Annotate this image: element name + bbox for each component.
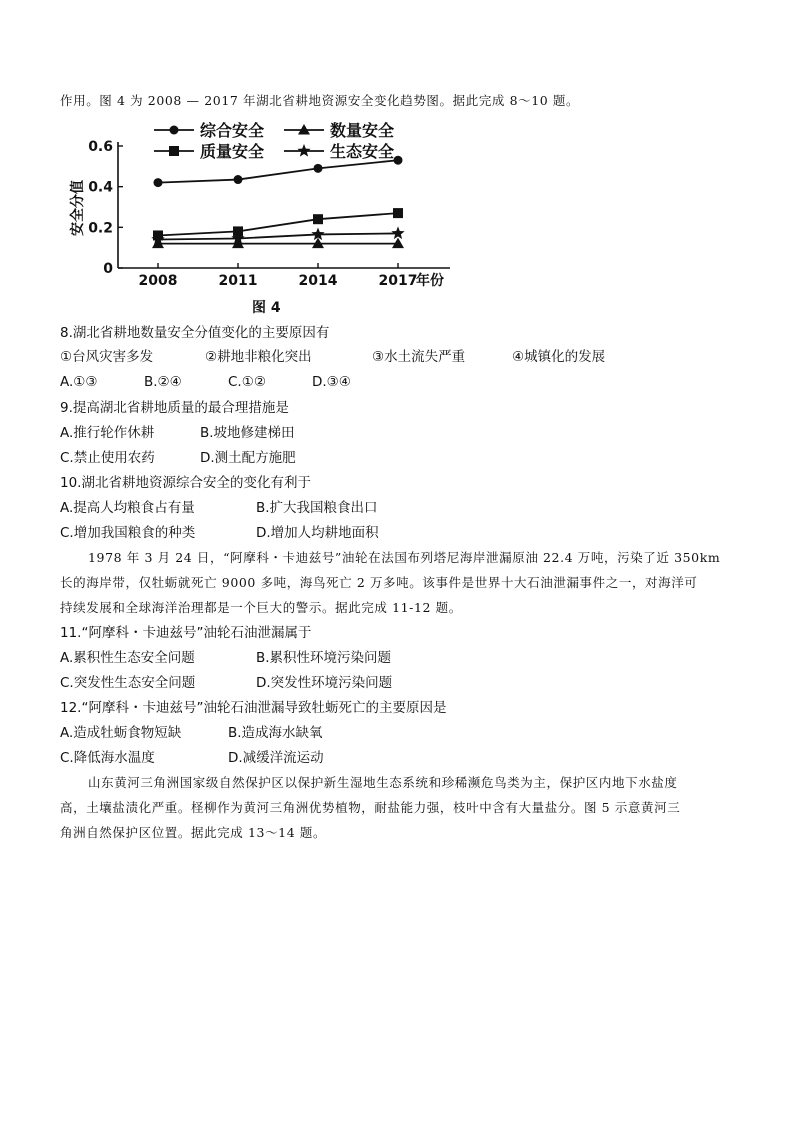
option-c: C.降低海水温度	[60, 750, 155, 766]
y-tick-label: 0.6	[88, 139, 113, 155]
x-tick-label: 2017	[378, 273, 418, 289]
statement-2: ②耕地非粮化突出	[205, 349, 312, 365]
series-line-0	[158, 160, 398, 182]
legend-label-3: 生态安全	[330, 142, 395, 161]
question-11-stem: 11.“阿摩科・卡迪兹号”油轮石油泄漏属于	[60, 625, 312, 641]
data-point-2-3	[393, 208, 403, 218]
option-c: C.禁止使用农药	[60, 450, 155, 466]
legend-marker-0	[170, 126, 179, 135]
option-b: B.扩大我国粮食出口	[256, 500, 378, 516]
chart-svg	[60, 118, 480, 318]
x-tick-label: 2011	[218, 273, 258, 289]
option-b: B.造成海水缺氧	[228, 725, 323, 741]
statement-3: ③水土流失严重	[372, 349, 466, 365]
intro-text: 作用。图 4 为 2008 — 2017 年湖北省耕地资源安全变化趋势图。据此完成 8～10 题。	[60, 93, 580, 108]
data-point-2-2	[313, 214, 323, 224]
x-tick-label: 2008	[138, 273, 178, 289]
option-a: A.累积性生态安全问题	[60, 650, 195, 666]
option-d: D.增加人均耕地面积	[256, 525, 379, 541]
legend-label-2: 质量安全	[200, 142, 265, 161]
legend-marker-2	[169, 146, 179, 156]
legend-label-0: 综合安全	[200, 121, 265, 140]
series-line-2	[158, 213, 398, 235]
statement-4: ④城镇化的发展	[512, 349, 606, 365]
option-b: B.累积性环境污染问题	[256, 650, 392, 666]
x-axis-label: 年份	[416, 273, 444, 289]
option-a: A.提高人均粮食占有量	[60, 500, 195, 516]
question-8-stem: 8.湖北省耕地数量安全分值变化的主要原因有	[60, 325, 330, 341]
y-axis-label: 安全分值	[70, 180, 86, 236]
y-tick-label: 0	[103, 261, 113, 277]
option-d: D.③④	[312, 374, 351, 390]
option-a: A.推行轮作休耕	[60, 425, 155, 441]
option-d: D.突发性环境污染问题	[256, 675, 393, 691]
passage-oil-line-1: 1978 年 3 月 24 日，“阿摩科・卡迪兹号”油轮在法国布列塔尼海岸泄漏原油 22.4 万吨，污染了近 350km	[88, 550, 721, 565]
option-a: A.造成牡蛎食物短缺	[60, 725, 182, 741]
passage-oil-line-2: 长的海岸带，仅牡蛎就死亡 9000 多吨，海鸟死亡 2 万多吨。该事件是世界十大石油泄漏事件之一，对海洋可	[60, 575, 698, 590]
legend-label-1: 数量安全	[330, 121, 395, 140]
data-point-0-3	[394, 156, 403, 165]
data-point-0-0	[154, 178, 163, 187]
y-tick-label: 0.4	[88, 179, 113, 196]
y-tick-label: 0.2	[88, 220, 113, 237]
data-point-3-3	[391, 226, 404, 239]
option-b: B.坡地修建梯田	[200, 425, 295, 441]
figure-4-chart	[60, 118, 480, 318]
option-d: D.测土配方施肥	[200, 450, 296, 466]
data-point-0-2	[314, 164, 323, 173]
passage-delta-line-1: 山东黄河三角洲国家级自然保护区以保护新生湿地生态系统和珍稀濒危鸟类为主，保护区内地下水盐度	[88, 775, 678, 790]
passage-delta-line-2: 高，土壤盐渍化严重。柽柳作为黄河三角洲优势植物，耐盐能力强，枝叶中含有大量盐分。图 5 示意黄河三	[60, 800, 681, 815]
data-point-0-1	[234, 175, 243, 184]
question-10-stem: 10.湖北省耕地资源综合安全的变化有利于	[60, 475, 311, 491]
option-c: C.①②	[228, 374, 266, 390]
option-a: A.①③	[60, 374, 98, 390]
question-9-stem: 9.提高湖北省耕地质量的最合理措施是	[60, 400, 289, 416]
statement-1: ①台风灾害多发	[60, 349, 154, 365]
figure-caption: 图 4	[252, 300, 281, 316]
passage-oil-line-3: 持续发展和全球海洋治理都是一个巨大的警示。据此完成 11-12 题。	[60, 600, 462, 615]
option-d: D.减缓洋流运动	[228, 750, 324, 766]
x-tick-label: 2014	[298, 273, 338, 289]
option-c: C.增加我国粮食的种类	[60, 525, 196, 541]
legend-marker-3	[297, 144, 310, 157]
option-c: C.突发性生态安全问题	[60, 675, 196, 691]
option-b: B.②④	[144, 374, 182, 390]
passage-delta-line-3: 角洲自然保护区位置。据此完成 13～14 题。	[60, 825, 327, 840]
question-12-stem: 12.“阿摩科・卡迪兹号”油轮石油泄漏导致牡蛎死亡的主要原因是	[60, 700, 447, 716]
